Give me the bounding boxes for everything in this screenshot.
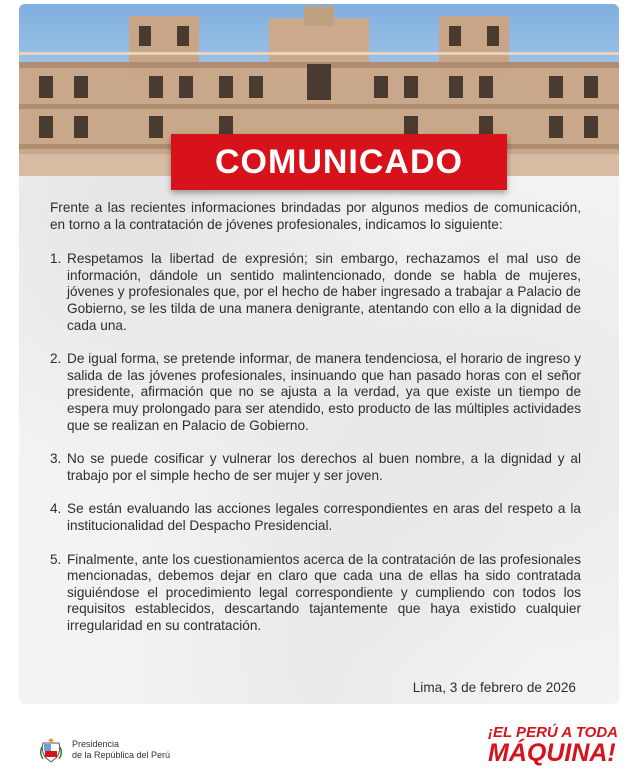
list-item-number: 5. bbox=[50, 551, 62, 567]
points-list bbox=[50, 251, 581, 634]
list-item-number: 2. bbox=[50, 351, 62, 367]
peru-coat-of-arms-icon bbox=[40, 737, 62, 763]
org-name-line1: Presidencia bbox=[72, 739, 120, 749]
slogan-line2: MÁQUINA! bbox=[488, 739, 616, 767]
communique-title-banner bbox=[171, 134, 507, 190]
slogan-line1: ¡EL PERÚ A TODA bbox=[488, 724, 619, 741]
list-item-text: De igual forma, se pretende informar, de manera tendenciosa, el horario de ingreso y salida de las jóvenes profesionales, insinuando que han pasado horas con el señor presidente, afirmación que no se ajusta a la verdad, ya que existe un tiempo de espera muy prolongado para ser atendido, esto producto de las múltiples actividades que se realizan en Palacio de Gobierno. bbox=[67, 351, 581, 433]
list-item bbox=[50, 251, 581, 334]
slogan bbox=[488, 724, 619, 767]
intro-paragraph: Frente a las recientes informaciones brindadas por algunos medios de comunicación, en torno a la contratación de jóvenes profesionales, indicamos lo siguiente: bbox=[50, 200, 581, 232]
communique-body bbox=[50, 200, 581, 651]
presidencia-logo-text bbox=[72, 739, 170, 761]
list-item bbox=[50, 351, 581, 434]
list-item bbox=[50, 552, 581, 635]
communique-card bbox=[19, 4, 619, 704]
list-item-text: Respetamos la libertad de expresión; sin embargo, rechazamos el mal uso de información, dándole un sentido malintencionado, donde se habla de mujeres, jóvenes y profesionales que, por el hecho de haber ingresado a trabajar a Palacio de Gobierno, se les tilda de una manera denigrante, atentando con ello a la dignidad de cada una. bbox=[67, 251, 581, 333]
list-item-text: Se están evaluando las acciones legales correspondientes en aras del respeto a la institucionalidad del Despacho Presidencial. bbox=[67, 501, 581, 533]
org-name-line2: de la República del Perú bbox=[72, 750, 171, 760]
list-item-text: Finalmente, ante los cuestionamientos acerca de la contratación de las profesionales mencionadas, debemos dejar en claro que cada una de ellas ha sido contratada siguiéndose el procedimiento legal correspondiente y cumpliendo con todos los requisitos establecidos, descartando tajantemente que haya existido cualquier irregularidad en su contratación. bbox=[67, 551, 581, 633]
footer bbox=[0, 706, 639, 768]
list-item-number: 3. bbox=[50, 451, 62, 467]
date-line: Lima, 3 de febrero de 2026 bbox=[412, 680, 576, 695]
list-item-text: No se puede cosificar y vulnerar los derechos al buen nombre, a la dignidad y al trabajo por el simple hecho de ser mujer y ser joven. bbox=[67, 451, 581, 483]
list-item bbox=[50, 451, 581, 484]
list-item-number: 1. bbox=[50, 251, 62, 267]
page-title: COMUNICADO bbox=[215, 142, 463, 181]
list-item-number: 4. bbox=[50, 501, 62, 517]
list-item bbox=[50, 501, 581, 534]
